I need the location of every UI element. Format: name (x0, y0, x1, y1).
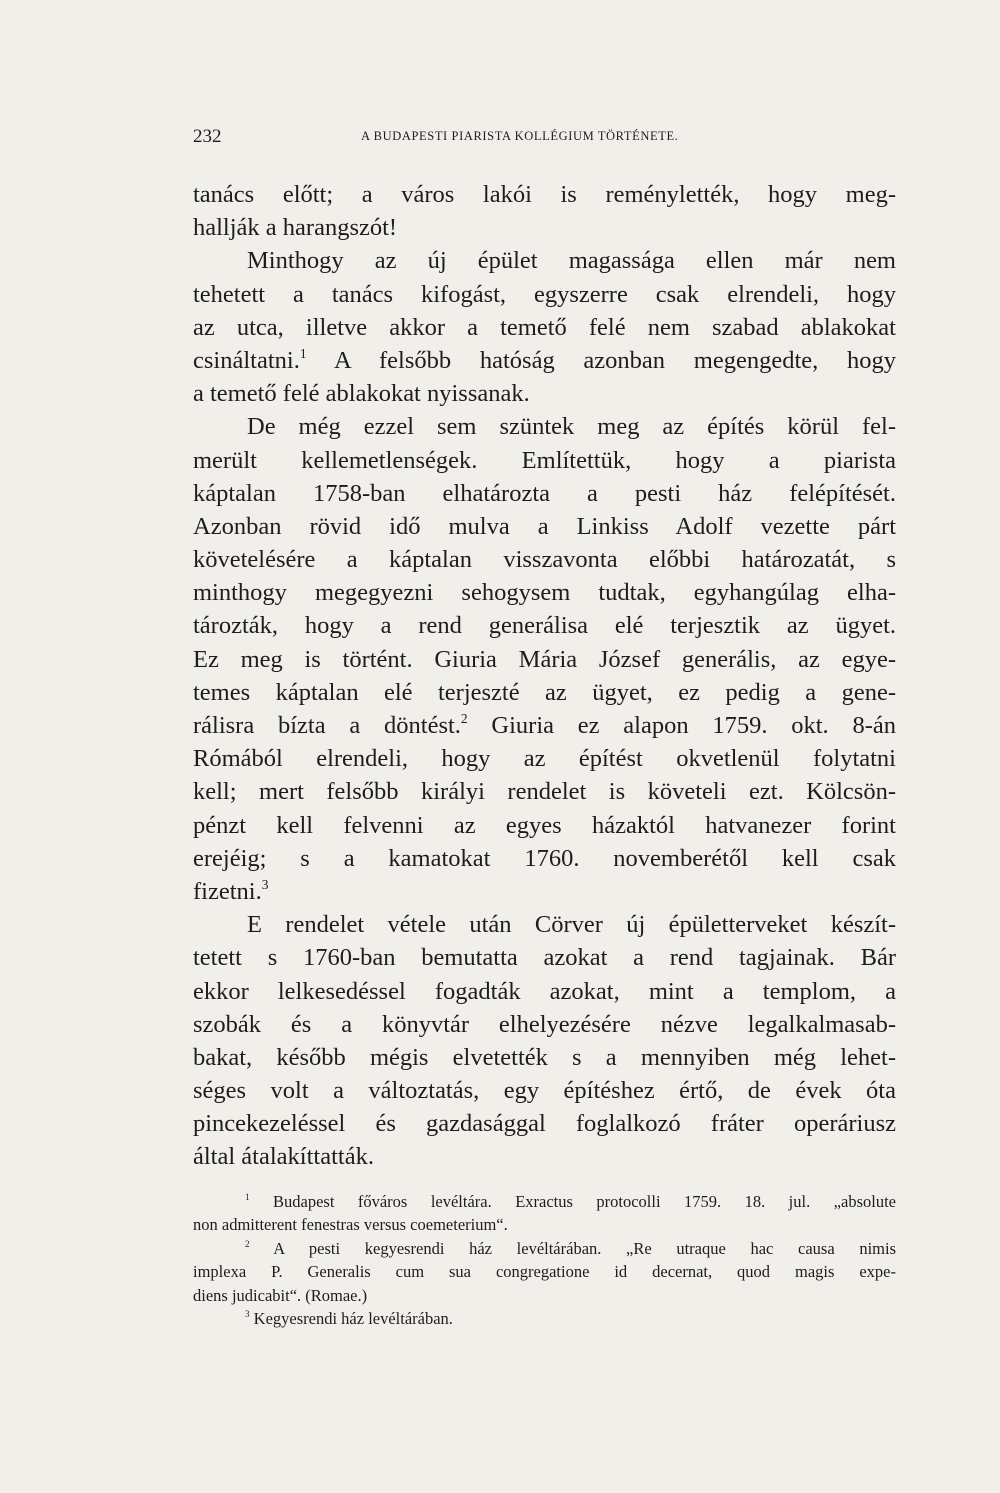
text-line: által átalakíttatták. (193, 1143, 374, 1171)
footnote-2 (193, 1237, 896, 1260)
footnote-1 (193, 1190, 896, 1213)
footnote-text: A pesti kegyesrendi ház levéltárában. „Re utraque hac causa nimis (249, 1238, 896, 1258)
text-line: az utca, illetve akkor a temető felé nem szabad ablakokat (193, 313, 896, 341)
text-segment: A felsőbb hatóság azonban megengedte, hogy (306, 346, 896, 374)
text-line: erejéig; s a kamatokat 1760. novemberétől kell csak (193, 844, 896, 872)
text-line: tározták, hogy a rend generálisa elé terjesztik az ügyet. (193, 612, 896, 640)
text-line (193, 875, 896, 908)
text-line: követelésére a káptalan visszavonta előbbi határozatát, s (193, 546, 896, 574)
text-line: pénzt kell felvenni az egyes házaktól hatvanezer forint (193, 811, 896, 839)
text-line: ekkor lelkesedéssel fogadták azokat, mint a templom, a (193, 977, 896, 1005)
running-title: A BUDAPESTI PIARISTA KOLLÉGIUM TÖRTÉNETE. (361, 129, 679, 143)
text-line: Ez meg is történt. Giuria Mária József generális, az egye- (193, 645, 896, 673)
text-line: temes káptalan elé terjeszté az ügyet, ez pedig a gene- (193, 678, 896, 706)
footnote-ref-2: 2 (460, 710, 468, 726)
text-line: merült kellemetlenségek. Említettük, hogy a piarista (193, 446, 896, 474)
page-header (193, 126, 896, 152)
text-line: pincekezeléssel és gazdasággal foglalkozó fráter operáriusz (193, 1110, 896, 1138)
footnote-mark: 1 (245, 1192, 250, 1203)
text-line: tehetett a tanács kifogást, egyszerre csak elrendeli, hogy (193, 280, 896, 308)
text-line: bakat, később mégis elvetették s a mennyiben még lehet- (193, 1043, 896, 1071)
text-line: kell; mert felsőbb királyi rendelet is követeli ezt. Kölcsön- (193, 778, 896, 806)
text-segment: Giuria ez alapon 1759. okt. 8-án (467, 712, 896, 739)
footnote-mark: 2 (245, 1238, 250, 1249)
footnote-line: diens judicabit“. (Romae.) (193, 1285, 368, 1305)
text-line: séges volt a változtatás, egy építéshez értő, de évek óta (193, 1077, 896, 1105)
footnote-text: Budapest főváros levéltára. Exractus protocolli 1759. 18. jul. „absolute (249, 1192, 896, 1211)
text-segment: csináltatni. (193, 346, 300, 374)
page-number: 232 (193, 126, 222, 147)
text-line: E rendelet vétele után Cörver új épületterveket készít- (247, 911, 896, 939)
text-line (193, 709, 896, 742)
text-line (193, 344, 896, 377)
text-segment: rálisra bízta a döntést. (193, 712, 461, 739)
footnotes (193, 1190, 896, 1330)
footnote-ref-3: 3 (261, 876, 269, 892)
text-line: szobák és a könyvtár elhelyezésére nézve legalkalmasab- (193, 1010, 896, 1038)
text-segment: fizetni. (193, 877, 262, 905)
footnote-ref-1: 1 (299, 345, 307, 361)
text-line: Minthogy az új épület magassága ellen már nem (247, 247, 896, 275)
text-line: káptalan 1758-ban elhatározta a pesti ház felépítését. (193, 479, 896, 507)
text-line: De még ezzel sem szüntek meg az építés körül fel- (247, 413, 896, 441)
text-line: tetett s 1760-ban bemutatta azokat a rend tagjainak. Bár (193, 944, 896, 972)
footnote-text: Kegyesrendi ház levéltárában. (249, 1308, 453, 1328)
footnote-3 (193, 1307, 896, 1330)
text-line: Rómából elrendeli, hogy az építést okvetlenül folytatni (193, 745, 896, 773)
text-line: tanács előtt; a város lakói is reménylették, hogy meg- (193, 181, 896, 208)
text-line: a temető felé ablakokat nyissanak. (193, 380, 530, 408)
text-line: minthogy megegyezni sehogysem tudtak, egyhangúlag elha- (193, 579, 896, 607)
footnote-mark: 3 (245, 1309, 250, 1320)
text-line: Azonban rövid idő mulva a Linkiss Adolf vezette párt (193, 512, 896, 540)
text-line: hallják a harangszót! (193, 214, 398, 242)
main-text (193, 178, 896, 1174)
footnote-line: implexa P. Generalis cum sua congregatione id decernat, quod magis expe- (193, 1262, 896, 1282)
footnote-line: non admitterent fenestras versus coemeterium“. (193, 1215, 508, 1235)
